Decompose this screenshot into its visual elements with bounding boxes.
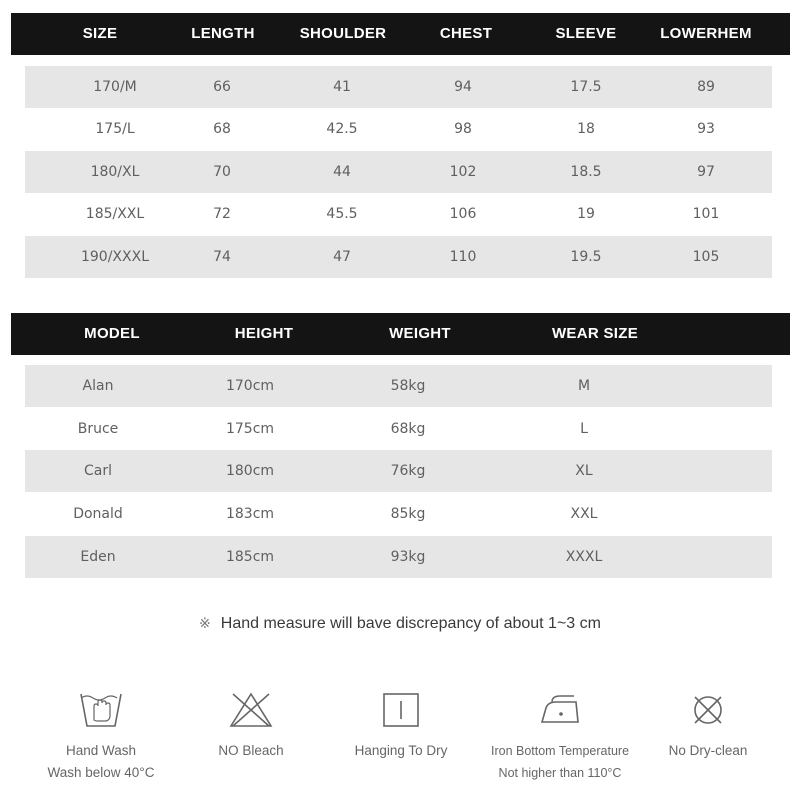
shoulder-cell: 45.5 [326,206,358,222]
shoulder-cell: 44 [333,164,351,180]
weight-cell: 76kg [390,463,426,479]
iron-low-icon [536,688,584,732]
size-header-shoulder: SHOULDER [299,25,387,42]
size-header-size: SIZE [82,25,118,42]
hang-dry-icon [377,688,425,732]
height-cell: 175cm [225,421,275,437]
model-cell: Eden [80,549,116,565]
care-label: NO Bleach [218,743,284,758]
model-table-row [25,365,772,407]
wear-size-cell: M [577,378,591,394]
care-item-no-bleach [171,688,331,762]
shoulder-cell: 42.5 [326,121,358,137]
lowerhem-cell: 89 [697,79,715,95]
size-table-header [11,13,790,55]
size-cell: 180/XL [90,164,140,180]
care-item-iron-low [480,688,640,784]
shoulder-cell: 41 [333,79,351,95]
size-cell: 170/M [93,79,137,95]
measurement-note [0,610,800,636]
height-cell: 185cm [225,549,275,565]
weight-cell: 93kg [390,549,426,565]
reference-mark-icon: ※ [199,615,211,631]
length-cell: 70 [213,164,231,180]
care-label: No Dry-clean [668,743,748,758]
care-label: Hanging To Dry [354,743,448,758]
size-cell: 175/L [95,121,135,137]
model-cell: Donald [73,506,123,522]
care-label: Iron Bottom Temperature [490,744,630,758]
measurement-note-text: Hand measure will bave discrepancy of about 1~3 cm [220,615,601,632]
size-header-lowerhem: LOWERHEM [660,25,752,42]
no-dry-clean-icon [684,688,732,732]
weight-cell: 68kg [390,421,426,437]
height-cell: 180cm [225,463,275,479]
model-header-weight: WEIGHT [389,325,451,342]
wear-size-cell: XL [575,463,593,479]
model-cell: Alan [82,378,114,394]
model-cell: Carl [84,463,112,479]
lowerhem-cell: 101 [692,206,720,222]
length-cell: 68 [213,121,231,137]
care-item-no-dry-clean [628,688,788,762]
chest-cell: 110 [449,249,477,265]
height-cell: 170cm [225,378,275,394]
care-item-hang-dry [321,688,481,762]
wear-size-cell: L [580,421,588,437]
sleeve-cell: 18.5 [570,164,602,180]
size-cell: 185/XXL [85,206,145,222]
sleeve-cell: 18 [577,121,595,137]
size-table-row [25,66,772,108]
lowerhem-cell: 93 [697,121,715,137]
care-item-hand-wash [21,688,181,784]
size-table-row [25,236,772,278]
no-bleach-icon [227,688,275,732]
size-table-row [25,193,772,235]
model-table-row [25,493,772,535]
hand-wash-icon [77,688,125,732]
model-table-header [11,313,790,355]
lowerhem-cell: 97 [697,164,715,180]
sleeve-cell: 19 [577,206,595,222]
size-header-length: LENGTH [191,25,255,42]
length-cell: 72 [213,206,231,222]
size-table-row [25,108,772,150]
care-label: Hand Wash [65,743,137,758]
model-header-wear-size: WEAR SIZE [551,325,639,342]
model-cell: Bruce [77,421,119,437]
care-sublabel: Not higher than 110°C [498,766,622,780]
sleeve-cell: 19.5 [570,249,602,265]
size-table-row [25,151,772,193]
shoulder-cell: 47 [333,249,351,265]
model-header-model: MODEL [84,325,140,342]
length-cell: 74 [213,249,231,265]
model-table-row [25,536,772,578]
wear-size-cell: XXL [570,506,598,522]
length-cell: 66 [213,79,231,95]
size-cell: 190/XXXL [80,249,149,265]
model-table-row [25,408,772,450]
size-header-sleeve: SLEEVE [555,25,617,42]
chest-cell: 98 [454,121,472,137]
model-table-row [25,450,772,492]
weight-cell: 58kg [390,378,426,394]
sleeve-cell: 17.5 [570,79,602,95]
height-cell: 183cm [225,506,275,522]
model-header-height: HEIGHT [234,325,294,342]
size-header-chest: CHEST [439,25,493,42]
chest-cell: 106 [449,206,477,222]
lowerhem-cell: 105 [692,249,720,265]
care-sublabel: Wash below 40°C [47,765,155,780]
wear-size-cell: XXXL [565,549,603,565]
weight-cell: 85kg [390,506,426,522]
chest-cell: 94 [454,79,472,95]
chest-cell: 102 [449,164,477,180]
